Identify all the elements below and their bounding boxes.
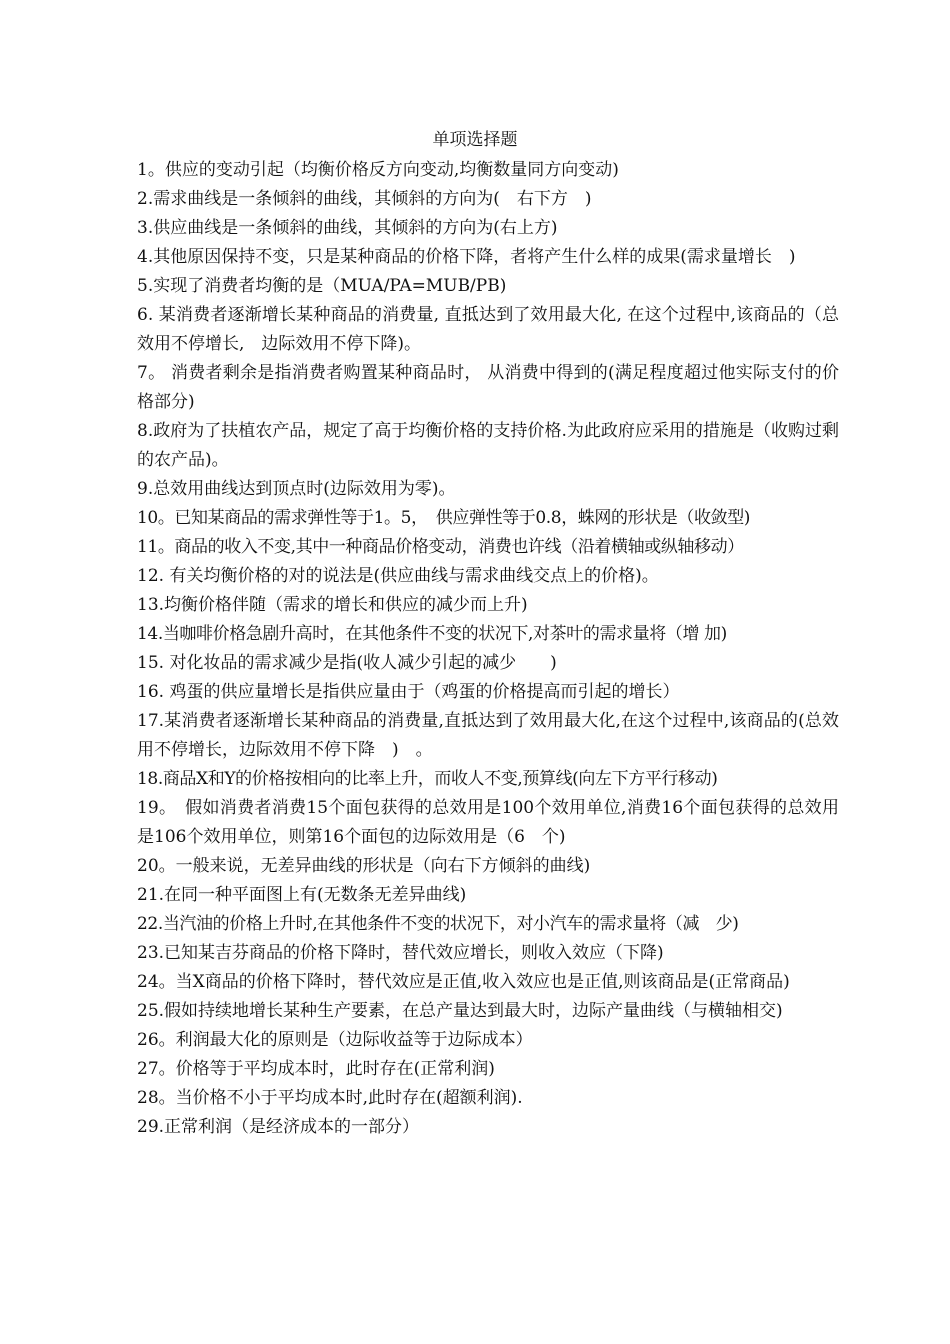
list-item: 27。价格等于平均成本时，此时存在(正常利润) — [137, 1059, 495, 1079]
list-item: 16. 鸡蛋的供应量增长是指供应量由于（鸡蛋的价格提高而引起的增长） — [137, 682, 680, 702]
list-item: 7。 消费者剩余是指消费者购置某种商品时， 从消费中得到的(满足程度超过他实际支付的价格部分) — [137, 363, 839, 412]
list-item: 28。当价格不小于平均成本时,此时存在(超额利润). — [137, 1088, 523, 1108]
list-item: 25.假如持续地增长某种生产要素，在总产量达到最大时，边际产量曲线（与横轴相交) — [137, 1001, 783, 1021]
list-item: 3.供应曲线是一条倾斜的曲线，其倾斜的方向为(右上方) — [137, 218, 558, 238]
list-item: 24。当X商品的价格下降时，替代效应是正值,收入效应也是正值,则该商品是(正常商品) — [137, 972, 790, 992]
list-item: 1。供应的变动引起（均衡价格反方向变动,均衡数量同方向变动) — [137, 160, 619, 180]
list-item: 4.其他原因保持不变，只是某种商品的价格下降，者将产生什么样的成果(需求量增长 ) — [137, 247, 796, 267]
list-item: 10。已知某商品的需求弹性等于1。5， 供应弹性等于0.8，蛛网的形状是（收敛型) — [137, 508, 751, 528]
list-item: 20。一般来说，无差异曲线的形状是（向右下方倾斜的曲线) — [137, 856, 591, 876]
page-title: 单项选择题 — [432, 130, 518, 150]
list-item: 19。 假如消费者消费15个面包获得的总效用是100个效用单位,消费16个面包获得的总效用是106个效用单位，则第16个面包的边际效用是（6 个) — [137, 798, 839, 847]
list-item: 29.正常利润（是经济成本的一部分） — [137, 1117, 420, 1137]
list-item: 11。商品的收入不变,其中一种商品价格变动，消费也许线（沿着横轴或纵轴移动） — [137, 537, 744, 557]
list-item: 14.当咖啡价格急剧升高时，在其他条件不变的状况下,对茶叶的需求量将（增 加) — [137, 624, 727, 644]
list-item: 5.实现了消费者均衡的是（MUA/PA=MUB/PB) — [137, 276, 507, 296]
list-item: 12. 有关均衡价格的对的说法是(供应曲线与需求曲线交点上的价格)。 — [137, 566, 659, 586]
list-item: 22.当汽油的价格上升时,在其他条件不变的状况下，对小汽车的需求量将（减 少) — [137, 914, 739, 934]
list-item: 2.需求曲线是一条倾斜的曲线，其倾斜的方向为( 右下方 ) — [137, 189, 592, 209]
list-item: 23.已知某吉芬商品的价格下降时，替代效应增长，则收入效应（下降) — [137, 943, 664, 963]
list-item: 15. 对化妆品的需求减少是指(收人减少引起的减少 ) — [137, 653, 557, 673]
list-item: 6. 某消费者逐渐增长某种商品的消费量, 直抵达到了效用最大化, 在这个过程中,该商品的（总效用不停增长, 边际效用不停下降)。 — [137, 305, 839, 354]
list-item: 26。利润最大化的原则是（边际收益等于边际成本） — [137, 1030, 533, 1050]
list-item: 8.政府为了扶植农产品，规定了高于均衡价格的支持价格.为此政府应采用的措施是（收购过剩的农产品)。 — [137, 421, 839, 470]
question-list — [137, 156, 839, 1142]
list-item: 17.某消费者逐渐增长某种商品的消费量,直抵达到了效用最大化,在这个过程中,该商品的(总效用不停增长，边际效用不停下降 ) 。 — [137, 711, 839, 760]
list-item: 13.均衡价格伴随（需求的增长和供应的减少而上升) — [137, 595, 528, 615]
list-item: 21.在同一种平面图上有(无数条无差异曲线) — [137, 885, 467, 905]
list-item: 9.总效用曲线达到顶点时(边际效用为零)。 — [137, 479, 456, 499]
list-item: 18.商品X和Y的价格按相向的比率上升，而收人不变,预算线(向左下方平行移动) — [137, 769, 718, 789]
